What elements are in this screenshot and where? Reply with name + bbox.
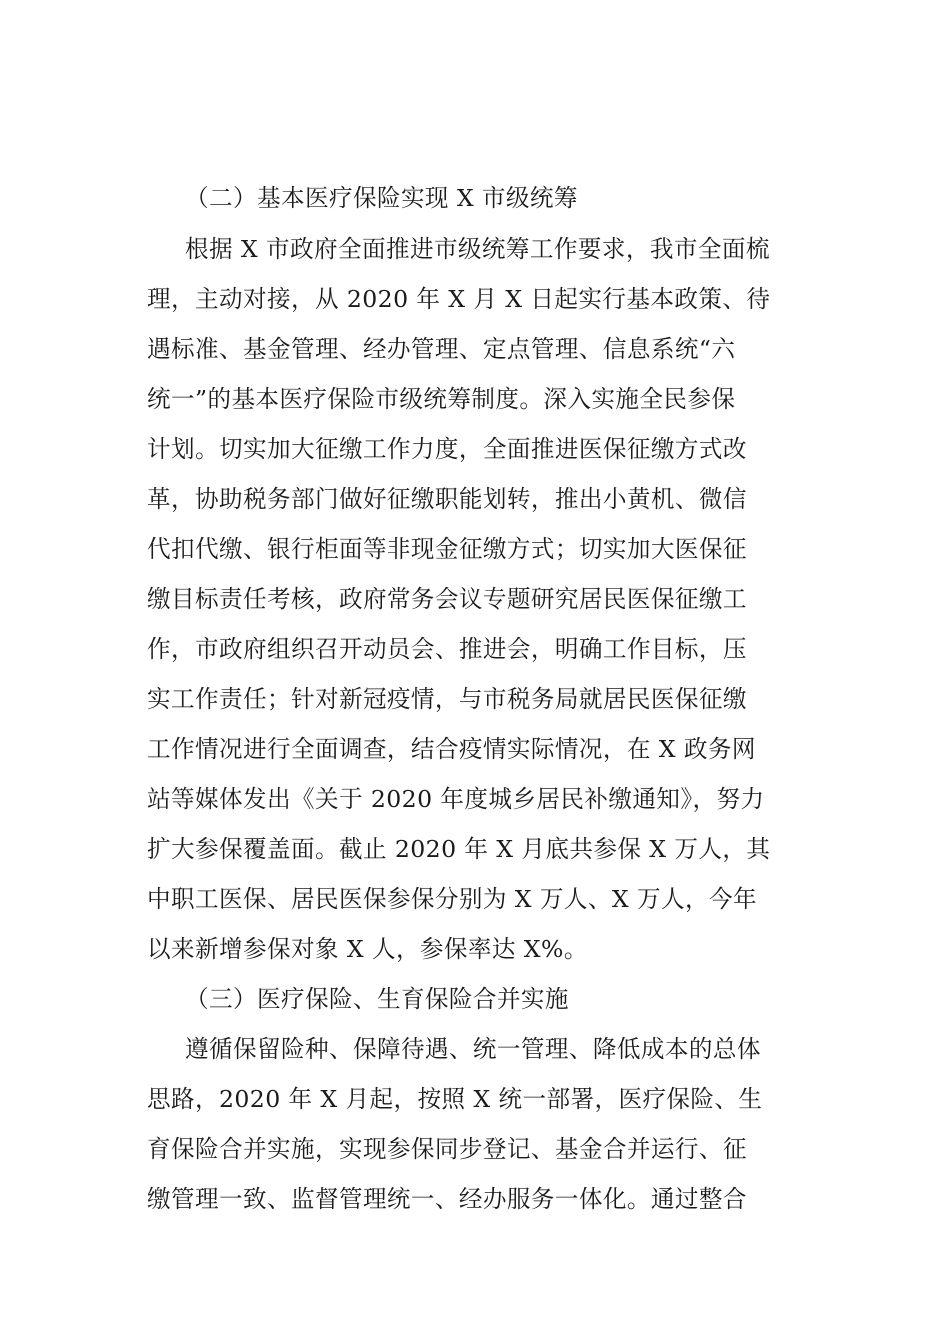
paragraph-line: 作，市政府组织召开动员会、推进会，明确工作目标，压 (147, 635, 747, 663)
paragraph-line: 中职工医保、居民医保参保分别为 X 万人、X 万人，今年 (147, 885, 757, 913)
section-heading-2: （二）基本医疗保险实现 X 市级统筹 (185, 184, 578, 212)
paragraph-line: 代扣代缴、银行柜面等非现金征缴方式；切实加大医保征 (147, 535, 747, 563)
paragraph-line: 遇标准、基金管理、经办管理、定点管理、信息系统“六 (147, 335, 736, 363)
paragraph-line: 思路，2020 年 X 月起，按照 X 统一部署，医疗保险、生 (147, 1085, 763, 1113)
paragraph-line: 计划。切实加大征缴工作力度，全面推进医保征缴方式改 (147, 435, 747, 463)
paragraph-line: 根据 X 市政府全面推进市级统筹工作要求，我市全面梳 (185, 235, 770, 263)
paragraph-line: 育保险合并实施，实现参保同步登记、基金合并运行、征 (147, 1135, 747, 1163)
section-heading-3: （三）医疗保险、生育保险合并实施 (185, 985, 569, 1013)
paragraph-line: 统一”的基本医疗保险市级统筹制度。深入实施全民参保 (147, 385, 736, 413)
paragraph-line: 革，协助税务部门做好征缴职能划转，推出小黄机、微信 (147, 485, 747, 513)
paragraph-line: 理，主动对接，从 2020 年 X 月 X 日起实行基本政策、待 (147, 285, 771, 313)
paragraph-line: 以来新增参保对象 X 人，参保率达 X%。 (147, 935, 588, 963)
paragraph-line: 缴管理一致、监督管理统一、经办服务一体化。通过整合 (147, 1185, 747, 1213)
paragraph-line: 遵循保留险种、保障待遇、统一管理、降低成本的总体 (185, 1035, 761, 1063)
paragraph-line: 工作情况进行全面调查，结合疫情实际情况，在 X 政务网 (147, 735, 756, 763)
paragraph-line: 实工作责任；针对新冠疫情，与市税务局就居民医保征缴 (147, 685, 747, 713)
paragraph-line: 站等媒体发出《关于 2020 年度城乡居民补缴通知》，努力 (147, 785, 765, 813)
paragraph-line: 扩大参保覆盖面。截止 2020 年 X 月底共参保 X 万人，其 (147, 835, 771, 863)
paragraph-line: 缴目标责任考核，政府常务会议专题研究居民医保征缴工 (147, 585, 747, 613)
